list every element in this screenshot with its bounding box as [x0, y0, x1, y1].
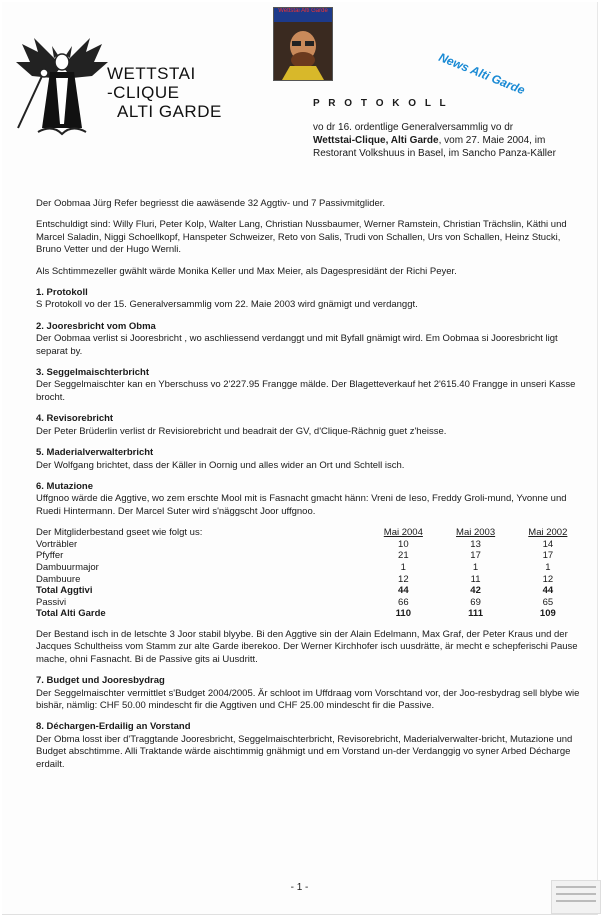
row-value: 12 [542, 573, 554, 585]
section-jooresbricht [36, 321, 584, 358]
section-title: 7. Budget und Jooresbydrag [36, 675, 165, 687]
section-title: 6. Mutazione [36, 480, 94, 492]
section-text: Der Wolfgang brichtet, dass der Käller in Oornig und alles wider an Ort und Schtell isch. [36, 459, 405, 471]
section-text: S Protokoll vo der 15. Generalversammlig vom 22. Maie 2003 wird gnämigt und verdanggt. [36, 299, 418, 311]
table-row [36, 574, 584, 586]
devil-jester-icon [12, 28, 112, 138]
row-label: Dambuure [36, 573, 81, 585]
row-label: Total Aggtivi [36, 585, 93, 597]
section-title: 3. Seggelmaischterbricht [36, 367, 149, 379]
row-value: 1 [472, 561, 479, 573]
table-row [36, 562, 584, 574]
row-value: 44 [542, 585, 554, 597]
column-header: Mai 2004 [383, 527, 423, 539]
table-row [36, 550, 584, 562]
column-header: Mai 2002 [528, 527, 568, 539]
row-value: 17 [470, 550, 481, 562]
section-mutazione [36, 481, 584, 518]
row-value: 17 [542, 550, 554, 562]
club-name-line-2: -CLIQUE [107, 83, 180, 102]
row-value: 13 [470, 538, 481, 550]
section-text: Der Obma losst iber d'Traggtande Jooresbricht, Seggelmaischterbricht, Revisorebricht, Maderialverwalter-bricht, Mutazione und Budget abschtimme. Alli Traktande wärde aischtimmig gnähmigt und em Vorstand un-der Verdanggig vo syner Arbed Décharge erdailt. [36, 733, 573, 770]
meeting-info-text-2: , vom 27. Maie 2004, im Restorant Volkshuus in Basel, im Sancho Panza-Käller [313, 135, 556, 159]
meeting-info-club: Wettstai-Clique, Alti Garde [313, 135, 439, 146]
section-maderialverwalter [36, 447, 584, 472]
section-title: 2. Jooresbricht vom Obma [36, 320, 156, 332]
table-caption: Der Mitgliderbestand gseet wie folgt us: [36, 527, 203, 539]
row-value: 10 [398, 538, 409, 550]
row-value: 12 [398, 573, 409, 585]
photo-caption: Wettstai Alti Garde [274, 8, 332, 22]
section-budget [36, 675, 584, 712]
table-row [36, 597, 584, 609]
row-value: 66 [398, 596, 409, 608]
membership-comment: Der Bestand isch in de letschte 3 Joor stabil blyybe. Bi den Aggtive sin der Alain Edelmann, Max Graf, der Peter Kraus und der Jacques Schultheiss vom Stamm zur alte Garde iberekoo. Der Werner Kirchhofer isch uusdrätte, är mecht e schepferischi Pause mache, ohni Fasnacht. Bi de Passive gits ai Uusdritt. [36, 628, 578, 665]
row-value: 21 [398, 550, 409, 562]
club-name [107, 64, 222, 121]
section-text: Der Oobmaa verlist si Jooresbricht , wo aschliessend verdanggt und mit Byfall gnämigt wird. Em Oobmaa si Jooresbricht ligt separat by. [36, 333, 558, 357]
table-row-total [36, 585, 584, 597]
section-title: 1. Protokoll [36, 287, 88, 299]
section-title: 4. Revisorebricht [36, 413, 114, 425]
document-title: P R O T O K O L L [313, 98, 449, 109]
table-header-row [36, 527, 584, 539]
intro-greeting: Der Oobmaa Jürg Refer begriesst die aawäsende 32 Aggtiv- und 7 Passivmitglider. [36, 198, 386, 209]
section-title: 5. Maderialverwalterbricht [36, 447, 154, 459]
corner-stamp [551, 880, 601, 914]
document-page [2, 2, 598, 915]
intro-tellers: Als Schtimmezeller gwählt wärde Monika Keller und Max Meier, als Dagespresidänt der Richi Peyer. [36, 265, 457, 277]
club-name-line-1: WETTSTAI [107, 64, 196, 83]
section-protokoll [36, 287, 584, 312]
protocol-body [36, 198, 584, 780]
meeting-info [313, 121, 583, 160]
row-label: Passivi [36, 596, 67, 608]
section-title: 8. Déchargen-Erdailig an Vorstand [36, 721, 191, 733]
section-text: Der Seggelmaischter vermittlet s'Budget 2004/2005. Är schloot im Uffdraag vom Vorschtand vor, der Joo-resbydrag sell blybe wie bishär, nämlig: CHF 50.00 mindescht fir die Aggtiven und CHF 25.00 mindescht fir die Passive. [36, 687, 580, 711]
row-value: 14 [542, 538, 554, 550]
row-label: Total Alti Garde [36, 608, 106, 620]
row-label: Dambuurmajor [36, 561, 99, 573]
section-text: Uffgnoo wärde die Aggtive, wo zem erschte Mool mit is Fasnacht gmacht hänn: Vreni de Ieso, Freddy Groli-mund, Yvonne und Ruedi Hintermann. Der Marcel Suter wird s'näggscht Joor uffgnoo. [36, 493, 567, 517]
row-value: 11 [470, 573, 481, 585]
row-value: 1 [545, 561, 551, 573]
intro-excused: Entschuldigt sind: Willy Fluri, Peter Kolp, Walter Lang, Christian Nussbaumer, Werner Ramstein, Christian Trächslin, Käthi und Marcel Saladin, Niggi Schoellkopf, Hanspeter Schweizer, Reto von Salis, Trudi von Schallen, Urs von Schallen, Heinz Stucki, Bruno Vetter und der Hugo Wernli. [36, 219, 567, 256]
news-badge: News Alti Garde [436, 50, 527, 98]
section-seggelmaischter [36, 367, 584, 404]
table-row [36, 539, 584, 551]
row-value: 111 [468, 608, 483, 620]
section-text: Der Peter Brüderlin verlist dr Revisiorebricht und beadrait der GV, d'Clique-Rächnig guet z'heisse. [36, 425, 447, 437]
row-value: 1 [400, 561, 406, 573]
section-text: Der Seggelmaischter kan en Yberschuss vo 2'227.95 Frangge mälde. Der Blagetteverkauf het 2'615.40 Frangge in unseri Kasse brocht. [36, 379, 576, 403]
row-value: 42 [470, 585, 481, 597]
portrait-photo [273, 7, 333, 81]
row-label: Vorträbler [36, 538, 78, 550]
row-value: 110 [395, 608, 411, 620]
row-value: 109 [539, 608, 556, 620]
row-value: 44 [398, 585, 409, 597]
section-decharge [36, 721, 584, 771]
meeting-info-text-1: vo dr 16. ordentlige Generalversammlig vo dr [313, 122, 514, 133]
column-header: Mai 2003 [456, 527, 496, 539]
row-value: 69 [470, 596, 481, 608]
page-number: - 1 - [290, 882, 309, 893]
section-revisore [36, 413, 584, 438]
row-label: Pfyffer [36, 550, 64, 562]
row-value: 65 [542, 596, 554, 608]
table-row-total [36, 608, 584, 620]
member-table [36, 527, 584, 620]
club-name-line-3: ALTI GARDE [117, 102, 222, 121]
portrait-icon [274, 8, 332, 80]
